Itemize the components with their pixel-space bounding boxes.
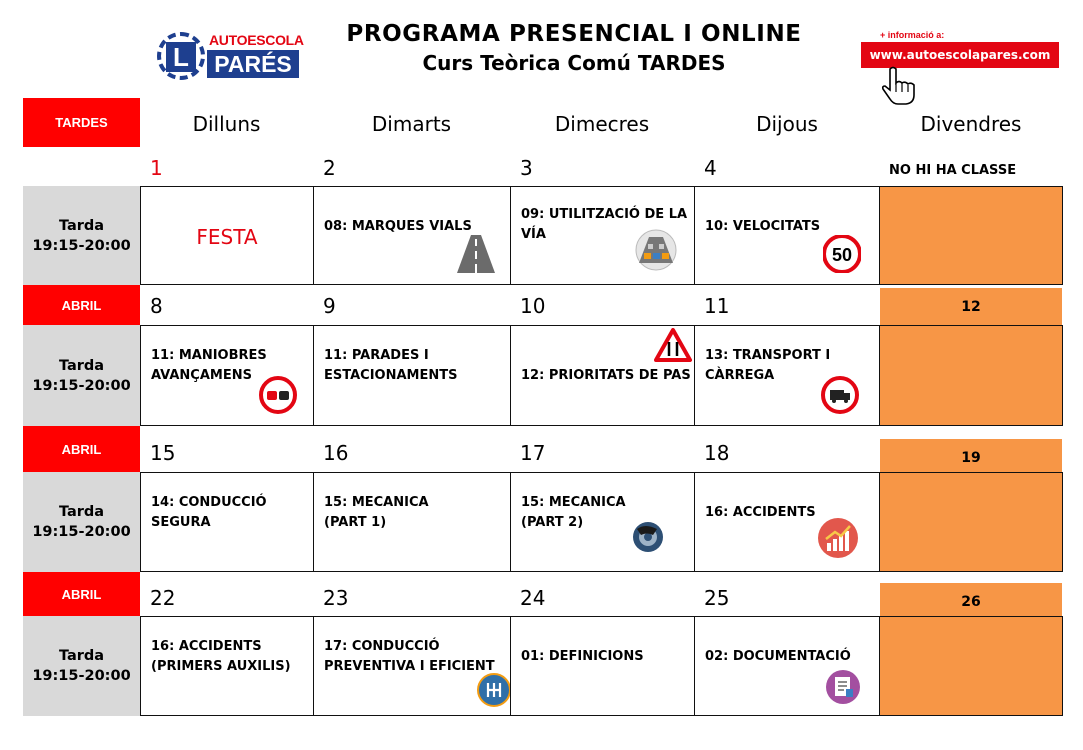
lesson-title: 01: DEFINICIONS <box>521 649 644 664</box>
lesson-cell <box>694 325 880 426</box>
session-time: 19:15-20:00 <box>32 377 131 394</box>
gear-shift-icon <box>477 673 511 707</box>
lesson-cell <box>140 472 314 572</box>
lesson-cell <box>510 616 695 716</box>
day-number: 8 <box>150 294 163 318</box>
day-number: 4 <box>704 156 717 180</box>
day-number: 15 <box>150 441 176 465</box>
session-label <box>23 325 140 426</box>
lesson-cell <box>694 616 880 716</box>
day-number: 17 <box>520 441 546 465</box>
day-number: 2 <box>323 156 336 180</box>
info-label: + informació a: <box>880 30 945 40</box>
session-time: 19:15-20:00 <box>32 668 131 684</box>
day-number: 10 <box>520 294 546 318</box>
corner-label-tardes: TARDES <box>23 98 140 147</box>
day-header-dimarts: Dimarts <box>371 112 452 136</box>
day-number: 22 <box>150 586 176 610</box>
logo-letter: L <box>166 42 196 72</box>
session-name: Tarda <box>58 648 105 664</box>
session-name: Tarda <box>58 504 105 520</box>
session-label <box>23 472 140 572</box>
lesson-title: 10: VELOCITATS <box>705 219 821 234</box>
day-number: 1 <box>150 156 163 180</box>
day-number: 18 <box>704 441 730 465</box>
lesson-cell <box>313 472 511 572</box>
growth-chart-icon <box>817 517 859 559</box>
lesson-cell <box>140 325 314 426</box>
session-name: Tarda <box>58 357 105 374</box>
day-number: 23 <box>323 586 349 610</box>
no-trucks-icon <box>821 376 859 414</box>
lesson-title: 14: CONDUCCIÓ SEGURA <box>151 495 267 530</box>
lesson-title: 15: MECANICA (PART 2) <box>521 495 626 530</box>
brake-disc-icon <box>631 519 665 555</box>
day-header-dimecres: Dimecres <box>554 112 650 136</box>
lesson-cell <box>694 186 880 285</box>
lesson-title: 12: PRIORITATS DE PAS <box>521 368 691 383</box>
lesson-cell <box>140 186 314 285</box>
lanes-icon <box>635 229 677 271</box>
friday-day-number: 19 <box>880 439 1062 477</box>
session-name: Tarda <box>58 217 105 234</box>
lesson-title: 11: MANIOBRES AVANÇAMENS <box>151 348 267 383</box>
lesson-title: 16: ACCIDENTS <box>705 505 816 520</box>
no-class-notice: NO HI HA CLASSE <box>889 163 1017 178</box>
day-header-dijous: Dijous <box>756 112 818 136</box>
lesson-cell <box>313 186 511 285</box>
lesson-title: 08: MARQUES VIALS <box>324 219 472 234</box>
day-header-divendres: Divendres <box>920 112 1022 136</box>
logo-top-text: AUTOESCOLA <box>209 32 304 48</box>
day-number: 11 <box>704 294 730 318</box>
friday-cell <box>879 616 1063 716</box>
lesson-cell <box>694 472 880 572</box>
month-label: ABRIL <box>23 285 140 325</box>
road-narrows-icon <box>654 328 692 362</box>
hand-pointer-icon <box>878 65 916 105</box>
friday-cell <box>879 186 1063 285</box>
friday-day-number: 26 <box>880 583 1062 621</box>
day-number: 3 <box>520 156 533 180</box>
lesson-cell <box>140 616 314 716</box>
day-number: 16 <box>323 441 349 465</box>
lesson-cell <box>313 616 511 716</box>
lesson-title: 16: ACCIDENTS (PRIMERS AUXILIS) <box>151 639 291 674</box>
no-overtaking-icon <box>259 376 297 414</box>
month-label: ABRIL <box>23 426 140 472</box>
day-header-dilluns: Dilluns <box>192 112 261 136</box>
svg-text:50: 50 <box>831 245 853 265</box>
lesson-title: 09: UTILITZACIÓ DE LA VÍA <box>521 207 688 242</box>
document-icon <box>825 669 861 705</box>
session-label <box>23 186 140 285</box>
lesson-cell <box>313 325 511 426</box>
lesson-title: 17: CONDUCCIÓ PREVENTIVA I EFICIENT <box>324 639 495 674</box>
lesson-cell <box>510 325 695 426</box>
autoescola-logo <box>157 30 304 86</box>
page-subtitle: Curs Teòrica Comú TARDES <box>422 51 726 75</box>
page-title: PROGRAMA PRESENCIAL I ONLINE <box>346 21 802 47</box>
friday-cell <box>879 325 1063 426</box>
session-time: 19:15-20:00 <box>32 524 131 540</box>
day-number: 24 <box>520 586 546 610</box>
logo-bottom-text: PARÉS <box>207 50 299 78</box>
friday-day-number: 12 <box>880 288 1062 326</box>
lesson-title: 15: MECANICA (PART 1) <box>324 495 429 530</box>
day-number: 9 <box>323 294 336 318</box>
session-label <box>23 616 140 716</box>
lesson-cell <box>510 186 695 285</box>
road-icon <box>457 235 495 273</box>
month-label: ABRIL <box>23 572 140 616</box>
lesson-title: 13: TRANSPORT I CÀRREGA <box>705 348 831 383</box>
lesson-title: 02: DOCUMENTACIÓ <box>705 649 851 664</box>
friday-cell <box>879 472 1063 572</box>
session-time: 19:15-20:00 <box>32 237 131 254</box>
holiday-label: FESTA <box>196 225 258 249</box>
website-link[interactable]: www.autoescolapares.com <box>861 42 1059 68</box>
speed-limit-50-icon <box>823 235 861 273</box>
lesson-cell <box>510 472 695 572</box>
lesson-title: 11: PARADES I ESTACIONAMENTS <box>324 348 458 383</box>
day-number: 25 <box>704 586 730 610</box>
